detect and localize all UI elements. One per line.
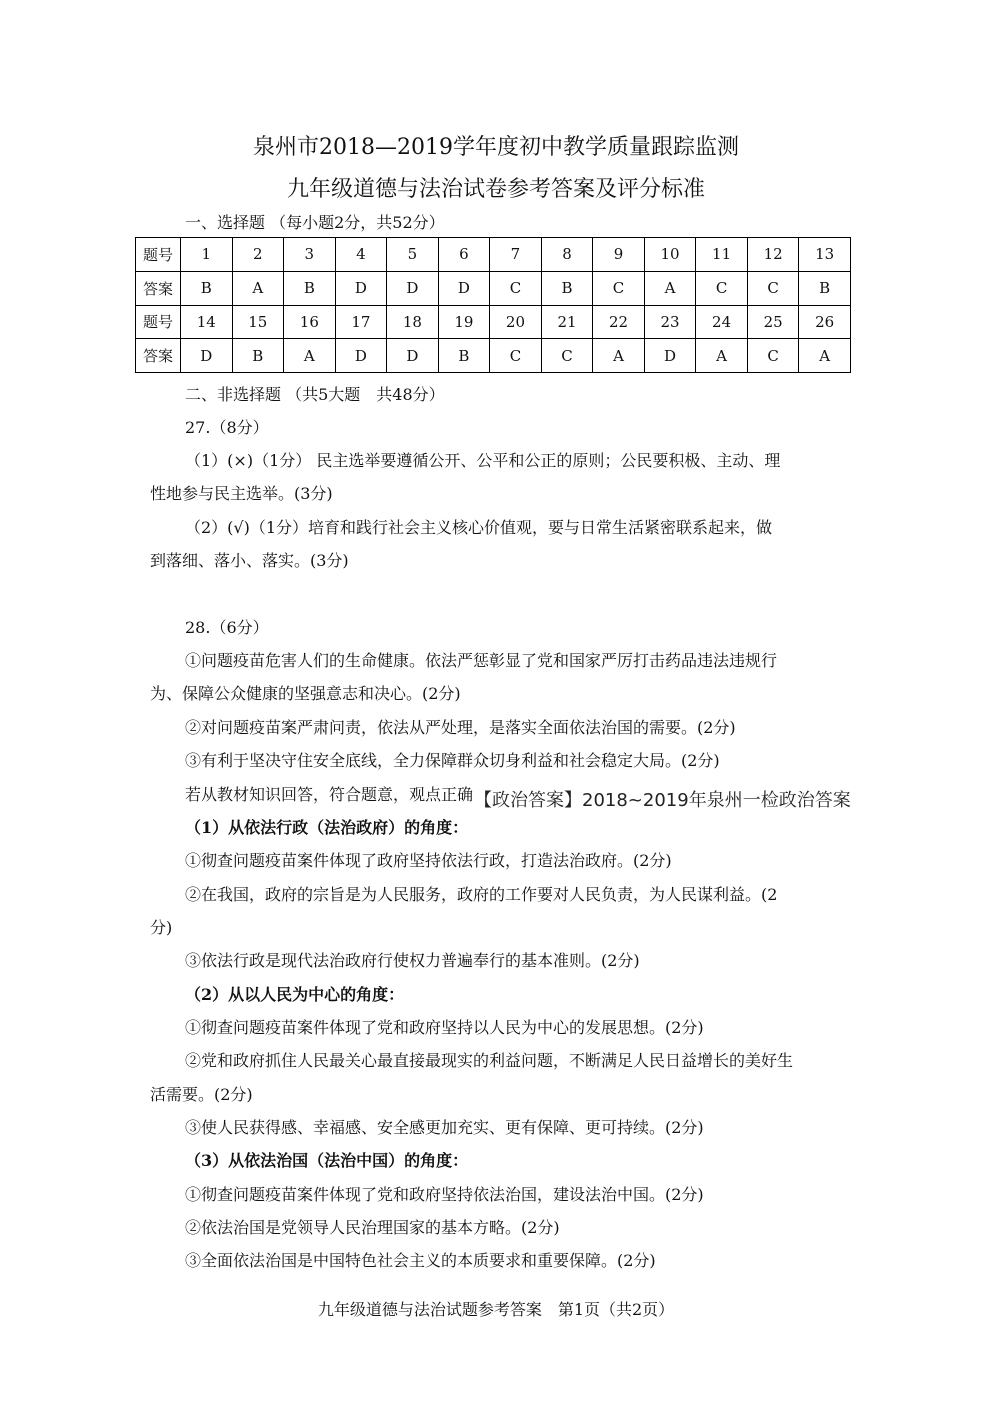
q28-sub3-answer3: ③全面依法治国是中国特色社会主义的本质要求和重要保障。(2分) — [185, 1251, 656, 1270]
q28-sub3-answer2: ②依法治国是党领导人民治理国家的基本方略。(2分) — [185, 1218, 560, 1237]
table-cell: D — [335, 271, 387, 305]
table-cell: 15 — [232, 305, 284, 339]
table-cell: A — [232, 271, 284, 305]
table-cell: 22 — [593, 305, 645, 339]
table-cell: C — [490, 339, 542, 373]
watermark-text: 【政治答案】2018~2019年泉州一检政治答案 — [474, 786, 851, 812]
q27-part2-line2: 到落细、落小、落实。(3分) — [150, 551, 349, 570]
table-cell: 2 — [232, 238, 284, 272]
q28-sub1-answer1: ①彻查问题疫苗案件体现了政府坚持依法行政，打造法治政府。(2分) — [185, 851, 672, 870]
table-cell: D — [387, 339, 439, 373]
table-cell: 26 — [799, 305, 851, 339]
table-cell: B — [438, 339, 490, 373]
table-cell: C — [593, 271, 645, 305]
table-cell: 19 — [438, 305, 490, 339]
q28-sub1-answer2-line2: 分) — [150, 918, 173, 937]
table-cell: C — [541, 339, 593, 373]
table-row-header: 题号 — [136, 305, 181, 339]
table-cell: 18 — [387, 305, 439, 339]
q28-answer3: ③有利于坚决守住安全底线，全力保障群众切身利益和社会稳定大局。(2分) — [185, 751, 720, 770]
table-cell: 1 — [181, 238, 233, 272]
table-cell: 6 — [438, 238, 490, 272]
q27-part1-line1: （1）(×)（1分） 民主选举要遵循公开、公平和公正的原则；公民要积极、主动、理 — [185, 451, 781, 470]
section2-heading: 二、非选择题 （共5大题 共48分） — [185, 385, 445, 404]
table-cell: D — [181, 339, 233, 373]
table-cell: D — [387, 271, 439, 305]
page-title-line2: 九年级道德与法治试卷参考答案及评分标准 — [286, 177, 705, 202]
table-cell: C — [747, 339, 799, 373]
table-cell: A — [644, 271, 696, 305]
answer-table — [135, 237, 851, 373]
table-row-header: 答案 — [136, 271, 181, 305]
table-cell: 9 — [593, 238, 645, 272]
q27-part2-line1: （2）(√)（1分）培育和践行社会主义核心价值观，要与日常生活紧密联系起来，做 — [185, 518, 773, 537]
table-cell: 25 — [747, 305, 799, 339]
table-cell: C — [747, 271, 799, 305]
table-cell: D — [644, 339, 696, 373]
table-cell: B — [799, 271, 851, 305]
section1-heading: 一、选择题 （每小题2分，共52分） — [185, 213, 445, 232]
q27-heading: 27.（8分） — [185, 418, 269, 437]
table-cell: 20 — [490, 305, 542, 339]
table-cell: C — [490, 271, 542, 305]
q28-note: 若从教材知识回答，符合题意，观点正确 — [185, 785, 474, 804]
table-cell: C — [696, 271, 748, 305]
table-cell: 8 — [541, 238, 593, 272]
table-cell: 13 — [799, 238, 851, 272]
table-row-header: 答案 — [136, 339, 181, 373]
page-footer: 九年级道德与法治试题参考答案 第1页（共2页） — [317, 1300, 675, 1319]
table-cell: 21 — [541, 305, 593, 339]
table-cell: A — [284, 339, 336, 373]
table-cell: B — [541, 271, 593, 305]
table-cell: D — [335, 339, 387, 373]
q28-sub2-answer3: ③使人民获得感、幸福感、安全感更加充实、更有保障、更可持续。(2分) — [185, 1118, 704, 1137]
q28-heading: 28.（6分） — [185, 618, 269, 637]
table-cell: B — [232, 339, 284, 373]
q28-sub1-answer2-line1: ②在我国，政府的宗旨是为人民服务，政府的工作要对人民负责，为人民谋利益。(2 — [185, 885, 778, 904]
q27-part1-line2: 性地参与民主选举。(3分) — [150, 484, 333, 503]
table-cell: 14 — [181, 305, 233, 339]
page-title-line1: 泉州市2018—2019学年度初中教学质量跟踪监测 — [253, 135, 739, 160]
table-cell: A — [799, 339, 851, 373]
q28-sub2-answer1: ①彻查问题疫苗案件体现了党和政府坚持以人民为中心的发展思想。(2分) — [185, 1018, 704, 1037]
table-cell: D — [438, 271, 490, 305]
q28-sub3-heading: （3）从依法治国（法治中国）的角度： — [185, 1151, 469, 1170]
table-cell: A — [593, 339, 645, 373]
table-cell: 24 — [696, 305, 748, 339]
table-cell: 11 — [696, 238, 748, 272]
table-cell: 3 — [284, 238, 336, 272]
table-row — [136, 339, 851, 373]
table-row — [136, 238, 851, 272]
table-cell: 10 — [644, 238, 696, 272]
q28-answer1-line2: 为、保障公众健康的坚强意志和决心。(2分) — [150, 684, 461, 703]
table-cell: 4 — [335, 238, 387, 272]
table-cell: 16 — [284, 305, 336, 339]
table-cell: 7 — [490, 238, 542, 272]
q28-sub1-answer3: ③依法行政是现代法治政府行使权力普遍奉行的基本准则。(2分) — [185, 951, 640, 970]
q28-sub2-answer2-line1: ②党和政府抓住人民最关心最直接最现实的利益问题，不断满足人民日益增长的美好生 — [185, 1051, 794, 1070]
q28-answer2: ②对问题疫苗案严肃问责，依法从严处理，是落实全面依法治国的需要。(2分) — [185, 718, 736, 737]
table-cell: B — [284, 271, 336, 305]
table-cell: B — [181, 271, 233, 305]
table-cell: 5 — [387, 238, 439, 272]
table-row — [136, 305, 851, 339]
q28-sub2-heading: （2）从以人民为中心的角度： — [185, 985, 405, 1004]
q28-sub2-answer2-line2: 活需要。(2分) — [150, 1085, 253, 1104]
table-cell: 12 — [747, 238, 799, 272]
table-cell: 23 — [644, 305, 696, 339]
q28-sub1-heading: （1）从依法行政（法治政府）的角度： — [185, 818, 469, 837]
q28-sub3-answer1: ①彻查问题疫苗案件体现了党和政府坚持依法治国，建设法治中国。(2分) — [185, 1185, 704, 1204]
table-row-header: 题号 — [136, 238, 181, 272]
table-row — [136, 271, 851, 305]
q28-answer1-line1: ①问题疫苗危害人们的生命健康。依法严惩彰显了党和国家严厉打击药品违法违规行 — [185, 651, 778, 670]
table-cell: A — [696, 339, 748, 373]
table-cell: 17 — [335, 305, 387, 339]
